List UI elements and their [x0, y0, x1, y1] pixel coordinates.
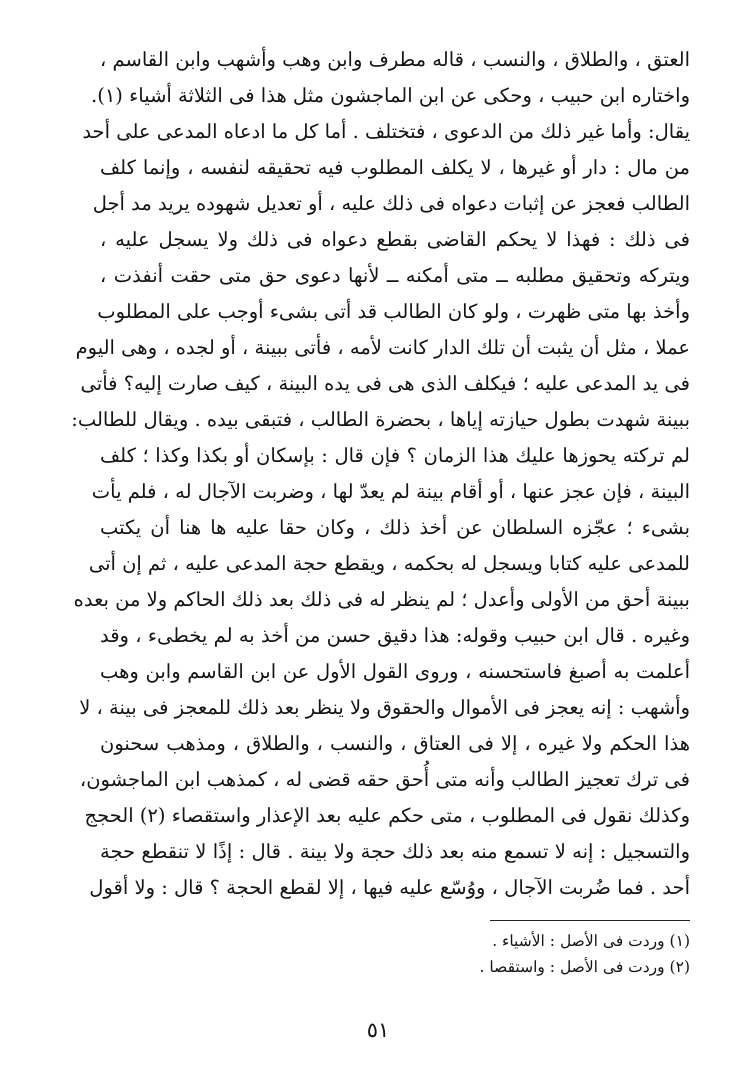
text-line: وكذلك نقول فى المطلوب ، متى حكم عليه بعد الإعذار واستقصاء (٢) الحجج	[84, 804, 690, 827]
page-number: ٥١	[366, 1018, 390, 1042]
footnote: (٢) وردت فى الأصل : واستقصا .	[479, 958, 690, 976]
footnotes-block	[300, 928, 690, 980]
text-line: واختاره ابن حبيب ، وحكى عن ابن الماجشون مثل هذا فى الثلاثة أشياء (١).	[91, 84, 690, 107]
footnote: (١) وردت فى الأصل : الأشياء .	[492, 932, 690, 950]
text-line: ببينة شهدت بطول حيازته إياها ، بحضرة الطالب ، فتبقى بيده . ويقال للطالب:	[71, 408, 690, 431]
text-line: للمدعى عليه كتابا ويسجل له بحكمه ، ويقطع حجة المدعى عليه ، ثم إن أتى	[88, 552, 690, 575]
text-line: بشىء ؛ عجّزه السلطان عن أخذ ذلك ، وكان حقا عليه ها هنا أن يكتب	[100, 516, 690, 539]
text-line: ببينة أحق من الأولى وأعدل ؛ لم ينظر له فى ذلك بعد ذلك الحاكم ولا من بعده	[73, 588, 690, 611]
text-line: أعلمت به أصبغ فاستحسنه ، وروى القول الأول عن ابن القاسم وابن وهب	[100, 660, 690, 683]
text-line: هذا الحكم ولا غيره ، إلا فى العتاق ، والنسب ، والطلاق ، ومذهب سحنون	[100, 732, 690, 755]
text-line: ويتركه وتحقيق مطلبه ــ متى أمكنه ــ لأنها دعوى حق متى حقت أنفذت ،	[100, 264, 690, 287]
footnote-divider	[490, 920, 690, 921]
text-line: يقال: وأما غير ذلك من الدعوى ، فتختلف . أما كل ما ادعاه المدعى على أحد	[82, 120, 690, 143]
text-line: والتسجيل : إنه لا تسمع منه بعد ذلك حجة ولا بينة . قال : إذًا لا تنقطع حجة	[100, 840, 690, 863]
text-line: وأشهب : إنه يعجز فى الأموال والحقوق ولا ينظر بعد ذلك للمعجز فى بينة ، لا	[79, 696, 690, 719]
text-line: أحد . فما ضُربت الآجال ، ووُسّع عليه فيها ، إلا لقطع الحجة ؟ قال : ولا أقول	[89, 876, 690, 899]
text-line: لم تركته يحوزها عليك هذا الزمان ؟ فإن قال : بإسكان أو بكذا وكذا ؛ كلف	[100, 444, 690, 467]
text-line: من مال : دار أو غيرها ، لا يكلف المطلوب فيه تحقيقه لنفسه ، وإنما كلف	[100, 156, 690, 179]
text-line: فى يد المدعى عليه ؛ فيكلف الذى هى فى يده البينة ، كيف صارت إليه؟ فأتى	[80, 372, 690, 395]
text-line: عملا ، مثل أن يثبت أن تلك الدار كانت لأمه ، فأتى ببينة ، أو لجده ، وهى اليوم	[75, 336, 690, 359]
text-line: فى ترك تعجيز الطالب وأنه متى أُحق حقه قضى له ، كمذهب ابن الماجشون،	[79, 768, 690, 791]
text-line: الطالب فعجز عن إثبات دعواه فى ذلك عليه ، أو تعديل شهوده يريد مد أجل	[92, 192, 690, 215]
text-line: البينة ، فإن عجز عنها ، أو أقام بينة لم يعدّ لها ، وضربت الآجال له ، فلم يأت	[91, 480, 690, 503]
main-text-block	[71, 42, 690, 906]
text-line: فى ذلك : فهذا لا يحكم القاضى بقطع دعواه فى ذلك ولا يسجل عليه ،	[100, 228, 690, 251]
text-line: العتق ، والطلاق ، والنسب ، قاله مطرف وابن وهب وأشهب وابن القاسم ،	[100, 48, 690, 71]
text-line: وأخذ بها متى ظهرت ، ولو كان الطالب قد أتى بشىء أوجب على المطلوب	[97, 300, 690, 323]
text-line: وغيره . قال ابن حبيب وقوله: هذا دقيق حسن من أخذ به لم يخطىء ، وقد	[100, 624, 690, 647]
